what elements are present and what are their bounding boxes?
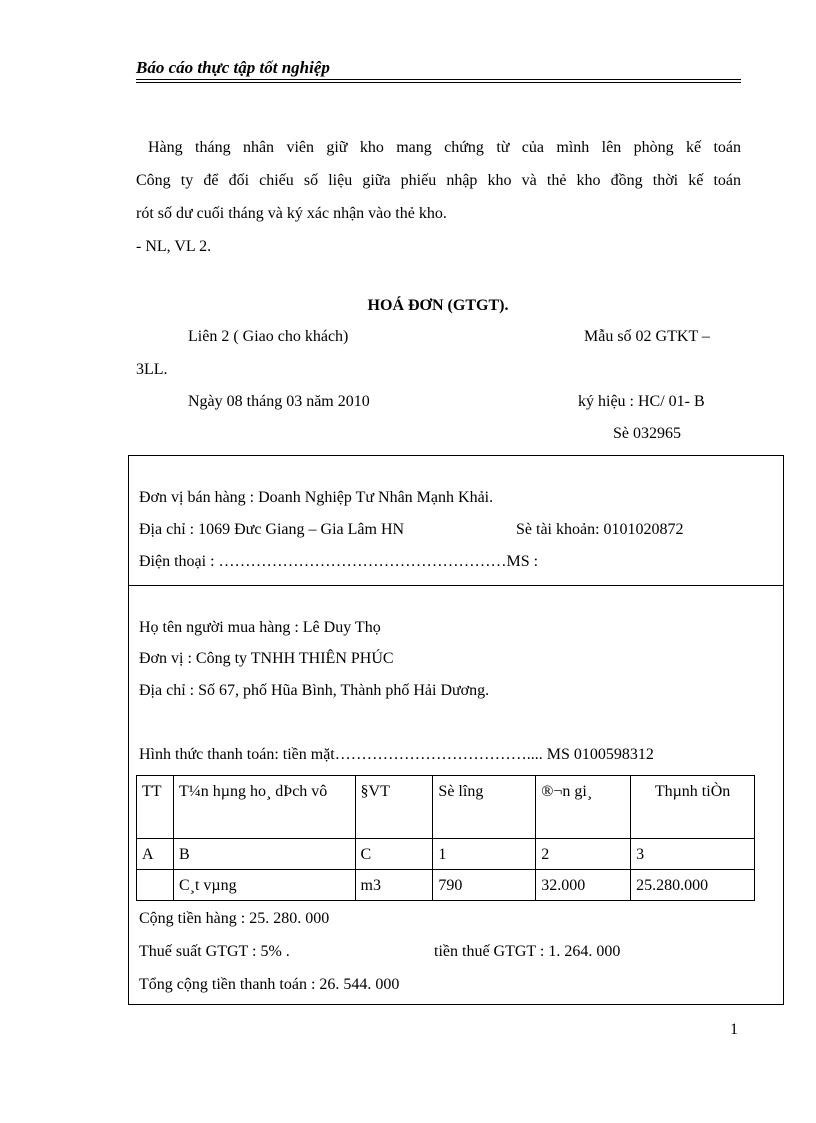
payment-method: Hình thức thanh toán: tiền mặt……………………………….... MS 0100598312	[139, 746, 654, 763]
code-cell: 2	[536, 839, 631, 870]
paragraph-line-1: Hàng tháng nhân viên giữ kho mang chứng từ của mình lên phòng kế toán	[148, 139, 741, 156]
buyer-unit: Đơn vị : Công ty TNHH THIÊN PHÚC	[139, 650, 394, 667]
header-quantity: Sè lîng	[433, 776, 536, 839]
invoice-form-number: Mẫu số 02 GTKT –	[584, 328, 710, 345]
header-unit: §VT	[355, 776, 433, 839]
invoice-table	[136, 775, 755, 901]
header-amount: Thµnh tiÒn	[631, 776, 755, 839]
code-cell: B	[173, 839, 355, 870]
header-rule-bottom	[136, 82, 741, 83]
table-code-row	[137, 839, 755, 870]
table-header-row	[137, 776, 755, 839]
buyer-address: Địa chỉ : Số 67, phố Hũa Bình, Thành phố Hải Dương.	[139, 682, 490, 699]
code-cell: 3	[631, 839, 755, 870]
paragraph-line-4: - NL, VL 2.	[136, 238, 212, 255]
buyer-name: Họ tên người mua hàng : Lê Duy Thọ	[139, 619, 381, 636]
header-product-name: T¼n hµng ho¸ dÞch vô	[173, 776, 355, 839]
invoice-form-number-cont: 3LL.	[136, 361, 168, 378]
vat-rate: Thuế suất GTGT : 5% .	[139, 943, 290, 960]
page-header-title: Báo cáo thực tập tốt nghiệp	[136, 58, 330, 77]
table-cell	[137, 870, 174, 901]
invoice-section-divider	[128, 585, 784, 586]
total-goods: Cộng tiền hàng : 25. 280. 000	[139, 910, 330, 927]
table-cell: m3	[355, 870, 433, 901]
header-tt: TT	[137, 776, 174, 839]
table-row	[137, 870, 755, 901]
header-unit-price: ®¬n gi¸	[536, 776, 631, 839]
code-cell: A	[137, 839, 174, 870]
invoice-lien: Liên 2 ( Giao cho khách)	[188, 328, 349, 345]
invoice-title: HOÁ ĐƠN (GTGT).	[367, 297, 509, 314]
header-rule-top	[136, 79, 741, 80]
page-number: 1	[730, 1021, 738, 1038]
table-cell: 790	[433, 870, 536, 901]
paragraph-line-3: rót số dư cuối tháng và ký xác nhận vào thẻ kho.	[136, 205, 447, 222]
seller-address: Địa chỉ : 1069 Đưc Giang – Gia Lâm HN	[139, 521, 405, 538]
seller-phone: Điện thoại : ………………………………………………MS :	[139, 553, 539, 570]
invoice-symbol: ký hiệu : HC/ 01- B	[578, 393, 705, 410]
code-cell: C	[355, 839, 433, 870]
table-cell: 25.280.000	[631, 870, 755, 901]
grand-total: Tổng cộng tiền thanh toán : 26. 544. 000	[139, 976, 400, 993]
vat-amount: tiền thuế GTGT : 1. 264. 000	[434, 943, 621, 960]
table-cell: C¸t vµng	[173, 870, 355, 901]
code-cell: 1	[433, 839, 536, 870]
invoice-date: Ngày 08 tháng 03 năm 2010	[188, 393, 370, 410]
invoice-serial: Sè 032965	[613, 425, 681, 442]
body-paragraph	[136, 131, 741, 263]
table-cell: 32.000	[536, 870, 631, 901]
seller-name: Đơn vị bán hàng : Doanh Nghiệp Tư Nhân Mạnh Khải.	[139, 489, 494, 506]
seller-account: Sè tài khoản: 0101020872	[516, 521, 684, 538]
paragraph-line-2: Công ty để đối chiếu số liệu giữa phiếu nhập kho và thẻ kho đồng thời kế toán	[136, 172, 741, 189]
